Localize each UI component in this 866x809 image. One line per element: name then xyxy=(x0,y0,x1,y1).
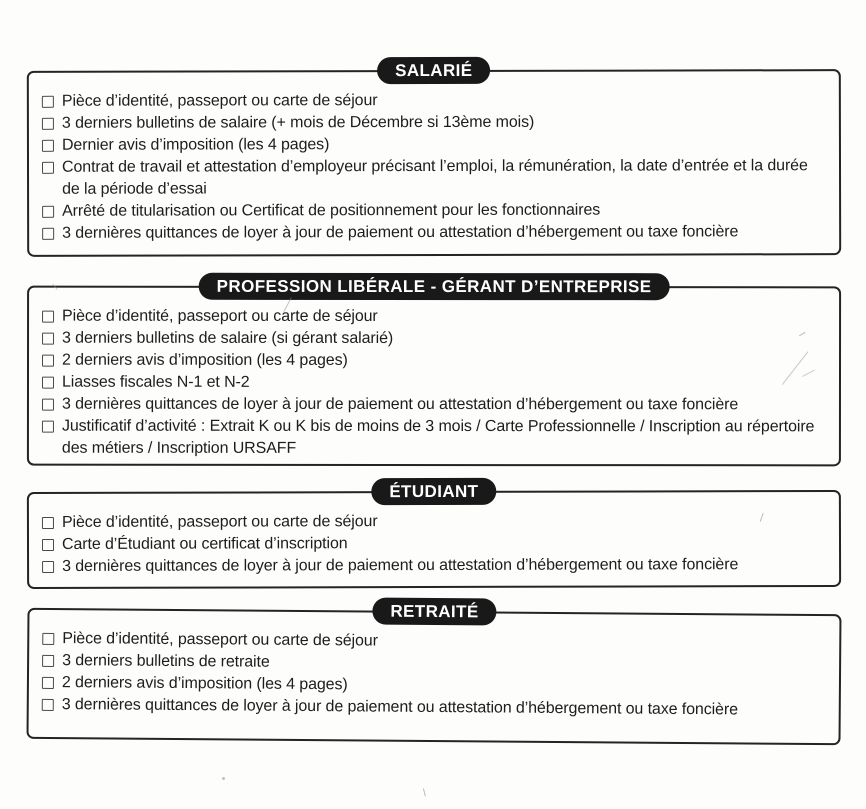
scan-artifact xyxy=(418,788,426,797)
checklist-item xyxy=(39,510,829,534)
checklist-item-label: Pièce d’identité, passeport ou carte de séjour xyxy=(62,630,378,650)
checklist-item-label: Carte d’Étudiant ou certificat d’inscription xyxy=(61,535,348,553)
section-salarie xyxy=(27,60,841,257)
checklist-item-label: 3 dernières quittances de loyer à jour de paiement ou attestation d’hébergement ou taxe foncière xyxy=(61,696,739,719)
checklist-item xyxy=(39,306,829,329)
checkbox-icon xyxy=(42,377,54,389)
checklist xyxy=(29,288,839,467)
checklist-item-label: 3 dernières quittances de loyer à jour de paiement ou attestation d’hébergement ou taxe foncière xyxy=(62,556,739,575)
checkbox-icon xyxy=(42,399,54,411)
checkbox-icon xyxy=(42,561,54,573)
checklist xyxy=(29,492,839,584)
checklist-item xyxy=(39,372,829,395)
checklist-item-label: 2 derniers avis d’imposition (les 4 pages) xyxy=(61,674,348,694)
checklist-item-label: 3 derniers bulletins de salaire (+ mois de Décembre si 13ème mois) xyxy=(61,113,535,132)
checkbox-icon xyxy=(42,677,54,689)
checklist-item xyxy=(39,416,829,461)
checklist-item-label: 3 derniers bulletins de salaire (si gérant salarié) xyxy=(62,329,394,347)
section-etudiant xyxy=(27,481,841,589)
checklist-item xyxy=(39,221,829,245)
scan-artifact xyxy=(222,777,225,780)
checkbox-icon xyxy=(42,655,54,667)
checklist-item xyxy=(39,199,829,223)
checklist-item xyxy=(39,394,829,417)
checklist-item xyxy=(39,155,829,201)
section-retraite xyxy=(26,601,841,745)
checkbox-icon xyxy=(42,118,54,130)
checkbox-icon xyxy=(42,633,54,645)
section-title-pill: RETRAITÉ xyxy=(372,598,496,626)
checklist-item xyxy=(39,532,829,556)
checklist-item-label: Liasses fiscales N-1 et N-2 xyxy=(61,373,250,391)
checkbox-icon xyxy=(42,96,54,108)
section-title-pill: SALARIÉ xyxy=(377,57,490,84)
section-title-pill: PROFESSION LIBÉRALE - GÉRANT D’ENTREPRISE xyxy=(199,273,670,300)
checkbox-icon xyxy=(42,311,54,323)
checklist xyxy=(29,71,839,251)
section-title-pill: ÉTUDIANT xyxy=(371,478,496,505)
checklist-item-label: 3 derniers bulletins de retraite xyxy=(62,652,270,671)
checklist-item-label: 2 derniers avis d’imposition (les 4 pages) xyxy=(62,351,348,369)
checklist-item xyxy=(39,554,829,578)
checklist-item xyxy=(39,133,829,157)
checklist-item-label: 3 dernières quittances de loyer à jour de paiement ou attestation d’hébergement ou taxe foncière xyxy=(61,395,739,414)
checkbox-icon xyxy=(42,355,54,367)
section-profession-liberale xyxy=(27,276,841,467)
checklist-item-label: Dernier avis d’imposition (les 4 pages) xyxy=(61,136,330,154)
checkbox-icon xyxy=(42,140,54,152)
checklist-item-label: Pièce d’identité, passeport ou carte de séjour xyxy=(61,92,378,110)
checklist-item xyxy=(39,111,829,135)
checklist-item xyxy=(39,350,829,373)
checkbox-icon xyxy=(42,206,54,218)
checklist-item-label: Pièce d’identité, passeport ou carte de séjour xyxy=(61,513,378,531)
checkbox-icon xyxy=(42,333,54,345)
checkbox-icon xyxy=(42,162,54,174)
checkbox-icon xyxy=(42,421,54,433)
checklist-item xyxy=(39,328,829,351)
checkbox-icon xyxy=(42,517,54,529)
checklist-item-label: Justificatif d’activité : Extrait K ou K bis de moins de 3 mois / Carte Professionnelle / Inscription au répertoire des métiers / Inscription URSAFF xyxy=(61,417,815,457)
checklist-item-label: 3 dernières quittances de loyer à jour de paiement ou attestation d’hébergement ou taxe foncière xyxy=(62,223,739,242)
checklist-item-label: Pièce d’identité, passeport ou carte de séjour xyxy=(62,307,378,325)
checkbox-icon xyxy=(42,539,54,551)
checkbox-icon xyxy=(42,699,54,711)
checklist-item-label: Arrêté de titularisation ou Certificat de positionnement pour les fonctionnaires xyxy=(62,201,601,220)
checkbox-icon xyxy=(42,228,54,240)
checklist-item xyxy=(39,89,829,113)
checklist-item-label: Contrat de travail et attestation d’employeur précisant l’emploi, la rémunération, la date d’entrée et la durée de la période d’essai xyxy=(61,157,808,198)
checklist xyxy=(29,610,840,728)
